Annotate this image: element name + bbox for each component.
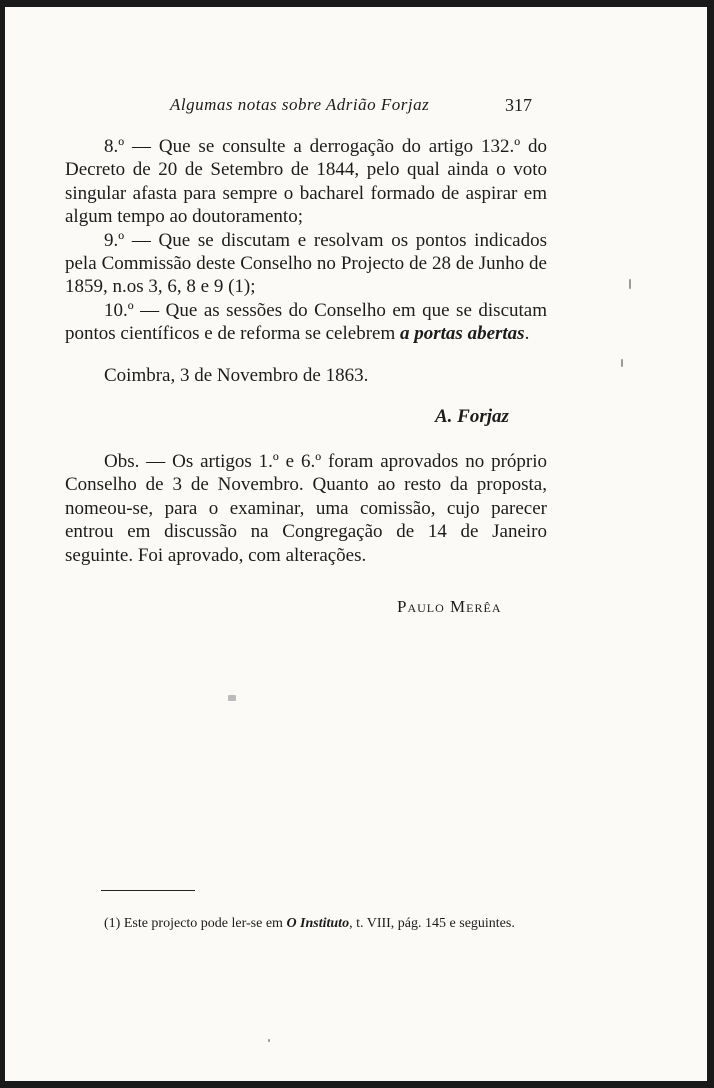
paragraph-8: 8.º — Que se consulte a derrogação do artigo 132.º do Decreto de 20 de Setembro de 1844, pelo qual ainda o voto singular afasta para sempre o bacharel formado de aspirar em algum tempo ao doutoramento; [65, 136, 547, 228]
signature: A. Forjaz [435, 406, 509, 427]
paragraph-9 [65, 229, 547, 299]
dateline: Coimbra, 3 de Novembro de 1863. [104, 365, 369, 386]
footnote-divider [101, 890, 195, 891]
paragraph-9-end: ; [250, 276, 256, 298]
running-title: Algumas notas sobre Adrião Forjaz [170, 95, 430, 114]
paper-speck [629, 279, 631, 289]
footnote [65, 914, 547, 934]
paper-speck [621, 359, 623, 367]
page-header [5, 95, 707, 119]
paper-speck [268, 1039, 270, 1042]
paragraph-10-text: 10.º — Que as sessões do Conselho em que se discutam pontos científicos e de reforma se celebrem [65, 299, 547, 345]
observation-paragraph: Obs. — Os artigos 1.º e 6.º foram aprovados no próprio Conselho de 3 de Novembro. Quanto ao resto da proposta, nomeou-se, para o examinar, uma comissão, cujo parecer entrou em discussão na Congregação de 14 de Janeiro seguinte. Foi aprovado, com alterações. [65, 451, 547, 566]
paragraph-10 [65, 299, 547, 346]
footnote-reference: (1) [228, 276, 251, 298]
footnote-text-after: , t. VIII, pág. 145 e seguintes. [349, 916, 515, 931]
footnote-marker: (1) [104, 916, 121, 931]
main-text [65, 135, 547, 346]
author-name: Paulo Merêa [397, 597, 502, 616]
footnote-text-before: Este projecto pode ler-se em [123, 916, 283, 931]
emphasis-phrase: a portas abertas [400, 323, 525, 345]
footnote-publication: O Instituto [286, 916, 350, 931]
paragraph-9-text: 9.º — Que se discutam e resolvam os pontos indicados pela Commissão deste Conselho no Projecto de 28 de Junho de 1859, n.os 3, 6, 8 e 9 [65, 229, 547, 298]
document-page [5, 7, 707, 1081]
paragraph-10-end: . [524, 323, 530, 345]
page-number: 317 [505, 95, 532, 115]
paper-speck [228, 695, 236, 701]
